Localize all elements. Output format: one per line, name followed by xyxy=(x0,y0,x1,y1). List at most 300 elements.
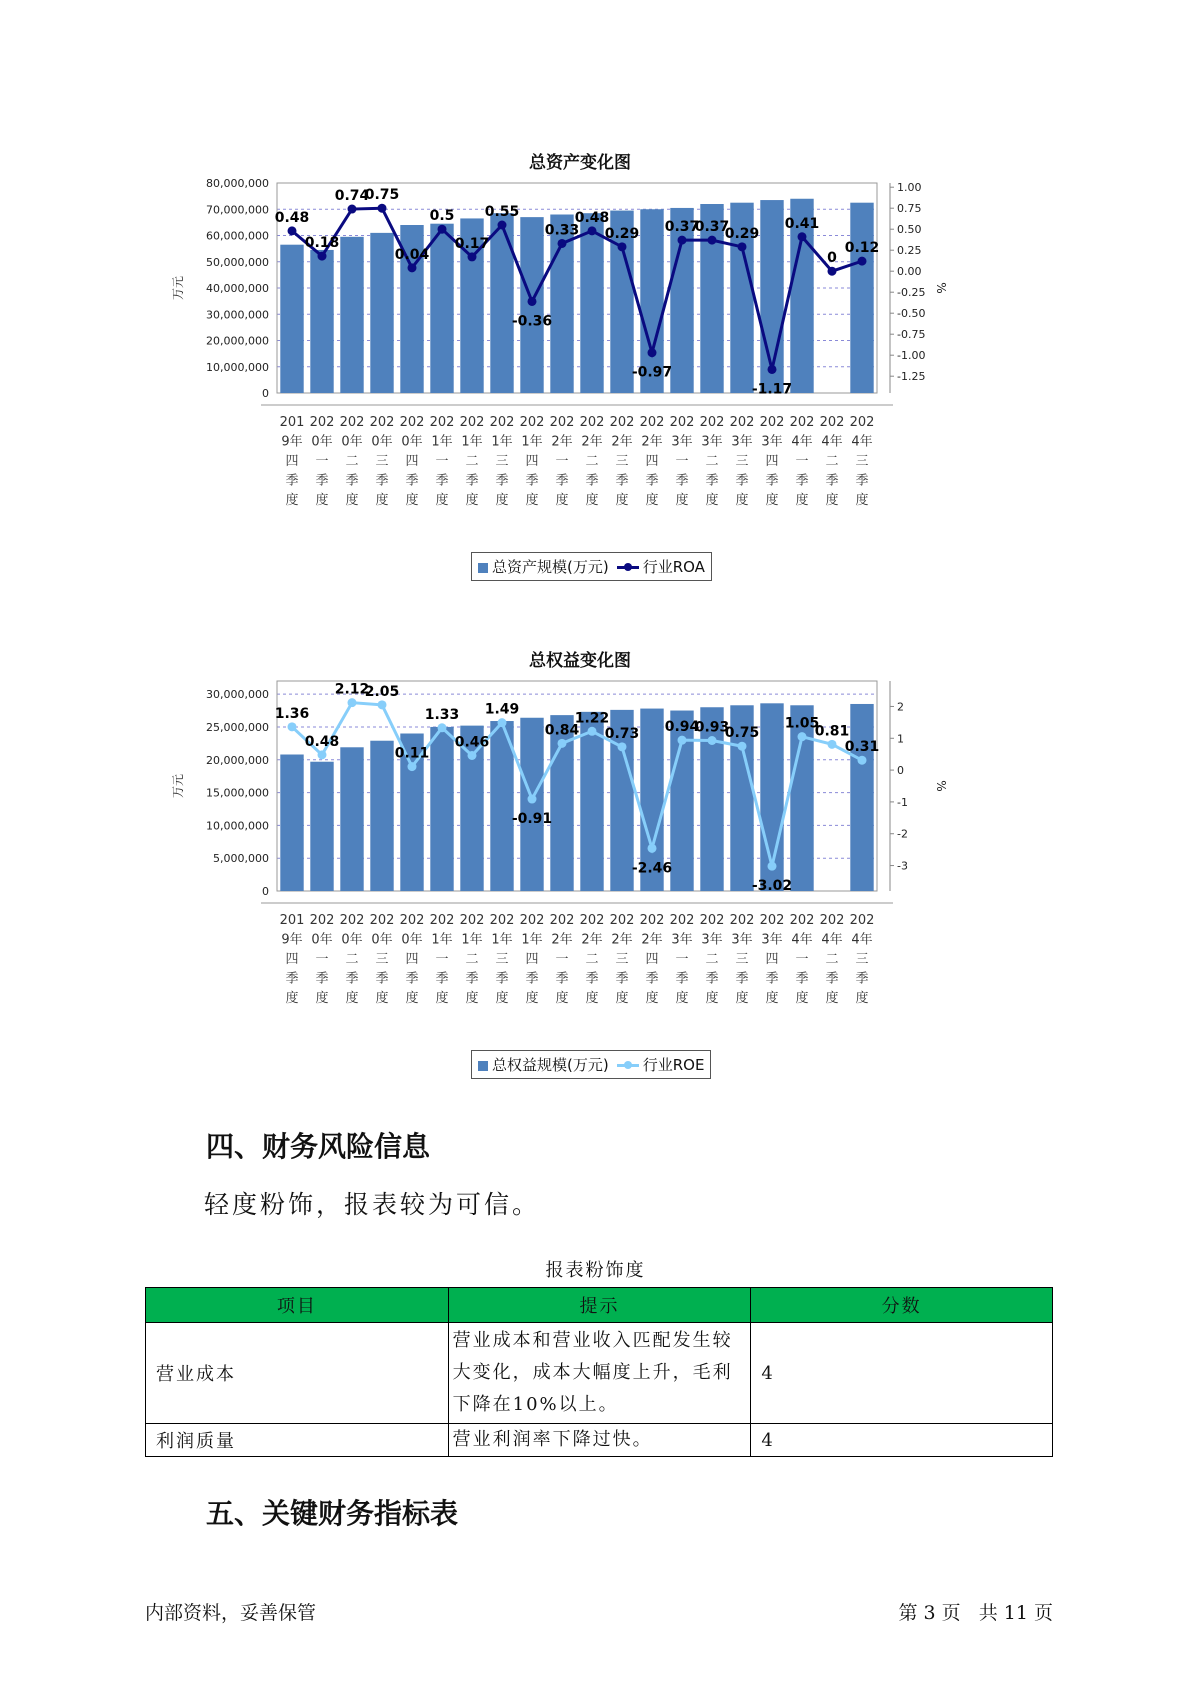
y-tick-label: 60,000,000 xyxy=(206,229,269,243)
x-tick-label: 202 xyxy=(399,913,425,928)
data-label: 0.37 xyxy=(664,219,700,236)
x-tick-label: 度 xyxy=(825,493,839,508)
x-tick-label: 季 xyxy=(645,971,659,987)
x-tick-label: 四 xyxy=(645,952,659,967)
x-tick-label: 季 xyxy=(525,971,539,987)
x-tick-label: 度 xyxy=(435,991,449,1006)
y2-tick-label: 0.50 xyxy=(897,223,922,237)
data-label: 0.29 xyxy=(724,225,760,242)
x-tick-label: 度 xyxy=(525,493,539,508)
data-label: 0.93 xyxy=(694,719,730,736)
x-tick-label: 度 xyxy=(735,493,749,508)
x-tick-label: 季 xyxy=(465,473,479,489)
series-point xyxy=(378,204,387,213)
x-tick-label: 三 xyxy=(735,952,749,967)
x-tick-label: 季 xyxy=(795,473,809,489)
footer-right: 第 3 页 共 11 页 xyxy=(898,1602,1053,1624)
bar xyxy=(580,213,603,393)
x-tick-label: 202 xyxy=(699,415,725,430)
x-tick-label: 季 xyxy=(735,971,749,987)
x-tick-label: 二 xyxy=(705,952,719,967)
x-tick-label: 四 xyxy=(645,454,659,469)
col-header-score: 分数 xyxy=(751,1288,1053,1323)
x-tick-label: 度 xyxy=(645,991,659,1006)
series-point xyxy=(768,365,777,374)
bar xyxy=(580,712,603,891)
x-tick-label: 2年 xyxy=(641,434,663,450)
section-four-title: 四、财务风险信息 xyxy=(206,1130,431,1163)
x-tick-label: 季 xyxy=(645,473,659,489)
x-tick-label: 季 xyxy=(285,473,299,489)
x-tick-label: 二 xyxy=(465,952,479,967)
x-tick-label: 202 xyxy=(459,913,485,928)
x-tick-label: 4年 xyxy=(791,434,813,450)
bar xyxy=(850,203,873,393)
data-label: 1.33 xyxy=(424,706,460,723)
x-tick-label: 202 xyxy=(549,913,575,928)
y2-tick-label: -0.25 xyxy=(897,286,926,300)
x-tick-label: 三 xyxy=(615,952,629,967)
x-tick-label: 4年 xyxy=(821,932,843,948)
x-tick-label: 一 xyxy=(675,454,689,469)
x-tick-label: 度 xyxy=(555,493,569,508)
data-label: 0.74 xyxy=(334,188,370,205)
x-tick-label: 202 xyxy=(759,913,785,928)
x-tick-label: 202 xyxy=(369,415,395,430)
series-point xyxy=(528,795,537,804)
x-tick-label: 季 xyxy=(345,971,359,987)
x-tick-label: 3年 xyxy=(761,932,783,948)
x-tick-label: 度 xyxy=(645,493,659,508)
x-tick-label: 二 xyxy=(345,454,359,469)
x-tick-label: 一 xyxy=(435,952,449,967)
x-tick-label: 1年 xyxy=(521,932,543,948)
y-tick-label: 25,000,000 xyxy=(206,720,269,734)
table-caption: 报表粉饰度 xyxy=(545,1260,646,1281)
series-point xyxy=(738,242,747,251)
col-header-item: 项目 xyxy=(146,1288,449,1323)
series-point xyxy=(798,732,807,741)
x-tick-label: 202 xyxy=(639,415,665,430)
table-header-row xyxy=(146,1288,1053,1323)
x-tick-label: 二 xyxy=(465,454,479,469)
cell-hint: 营业成本和营业收入匹配发生较大变化，成本大幅度上升，毛利下降在10%以上。 xyxy=(448,1323,751,1424)
bar xyxy=(430,727,453,891)
x-tick-label: 0年 xyxy=(371,434,393,450)
bar xyxy=(310,762,333,891)
cell-item: 利润质量 xyxy=(146,1424,449,1457)
x-tick-label: 202 xyxy=(519,913,545,928)
series-point xyxy=(438,723,447,732)
cell-item: 营业成本 xyxy=(146,1323,449,1424)
x-tick-label: 季 xyxy=(435,971,449,987)
series-point xyxy=(408,263,417,272)
series-point xyxy=(678,736,687,745)
x-tick-label: 季 xyxy=(765,971,779,987)
y2-tick-label: -2 xyxy=(897,827,908,841)
series-point xyxy=(858,257,867,266)
x-tick-label: 度 xyxy=(675,493,689,508)
series-point xyxy=(348,698,357,707)
x-tick-label: 4年 xyxy=(821,434,843,450)
x-tick-label: 度 xyxy=(405,493,419,508)
x-tick-label: 季 xyxy=(435,473,449,489)
x-tick-label: 一 xyxy=(795,952,809,967)
table-row xyxy=(146,1424,1053,1457)
x-tick-label: 一 xyxy=(555,454,569,469)
x-tick-label: 202 xyxy=(849,913,875,928)
x-tick-label: 度 xyxy=(525,991,539,1006)
x-tick-label: 3年 xyxy=(731,434,753,450)
x-tick-label: 四 xyxy=(765,454,779,469)
y2-tick-label: -0.75 xyxy=(897,328,926,342)
y2-tick-label: 1 xyxy=(897,732,904,746)
x-tick-label: 202 xyxy=(669,913,695,928)
x-tick-label: 度 xyxy=(855,493,869,508)
series-point xyxy=(588,727,597,736)
x-tick-label: 9年 xyxy=(281,932,303,948)
total-assets-chart xyxy=(150,145,1010,595)
legend-line-entry: 行业ROE xyxy=(617,1054,705,1075)
x-tick-label: 202 xyxy=(729,913,755,928)
data-label: 0.5 xyxy=(429,208,455,225)
data-label: 0.18 xyxy=(304,235,340,252)
x-tick-label: 度 xyxy=(285,991,299,1006)
x-tick-label: 季 xyxy=(675,971,689,987)
bar xyxy=(340,747,363,891)
series-point xyxy=(648,844,657,853)
total-assets-chart-svg xyxy=(150,175,1010,575)
data-label: 0.55 xyxy=(484,204,520,220)
x-tick-label: 季 xyxy=(405,971,419,987)
x-tick-label: 季 xyxy=(525,473,539,489)
x-tick-label: 度 xyxy=(615,493,629,508)
data-label: -0.91 xyxy=(511,811,553,828)
x-tick-label: 度 xyxy=(855,991,869,1006)
bar xyxy=(370,233,393,393)
x-tick-label: 一 xyxy=(435,454,449,469)
x-tick-label: 季 xyxy=(315,971,329,987)
x-tick-label: 1年 xyxy=(461,932,483,948)
series-point xyxy=(468,252,477,261)
data-label: 2.12 xyxy=(334,681,370,698)
series-point xyxy=(318,252,327,261)
x-tick-label: 度 xyxy=(735,991,749,1006)
series-point xyxy=(378,700,387,709)
x-tick-label: 度 xyxy=(465,991,479,1006)
chart-legend xyxy=(471,1050,711,1079)
x-tick-label: 202 xyxy=(609,913,635,928)
y2-tick-label: 2 xyxy=(897,700,904,714)
data-label: -0.97 xyxy=(631,364,673,381)
series-point xyxy=(318,750,327,759)
x-tick-label: 202 xyxy=(849,415,875,430)
data-label: 0.73 xyxy=(604,725,640,742)
series-point xyxy=(858,756,867,765)
x-tick-label: 三 xyxy=(735,454,749,469)
x-tick-label: 202 xyxy=(789,913,815,928)
x-tick-label: 一 xyxy=(315,454,329,469)
series-point xyxy=(288,226,297,235)
x-tick-label: 度 xyxy=(435,493,449,508)
x-tick-label: 三 xyxy=(375,952,389,967)
x-tick-label: 四 xyxy=(525,454,539,469)
x-tick-label: 1年 xyxy=(521,434,543,450)
x-tick-label: 季 xyxy=(375,971,389,987)
x-tick-label: 1年 xyxy=(461,434,483,450)
x-tick-label: 201 xyxy=(279,415,305,430)
x-tick-label: 0年 xyxy=(401,932,423,948)
x-tick-label: 3年 xyxy=(671,434,693,450)
data-label: 0.75 xyxy=(724,725,760,742)
x-tick-label: 0年 xyxy=(401,434,423,450)
series-point xyxy=(708,236,717,245)
x-tick-label: 季 xyxy=(615,473,629,489)
x-tick-label: 度 xyxy=(375,493,389,508)
series-point xyxy=(438,225,447,234)
y-tick-label: 40,000,000 xyxy=(206,282,269,295)
x-tick-label: 201 xyxy=(279,913,305,928)
series-point xyxy=(288,722,297,731)
x-tick-label: 0年 xyxy=(311,434,333,450)
x-tick-label: 季 xyxy=(705,473,719,489)
series-point xyxy=(678,236,687,245)
data-label: 0.12 xyxy=(844,240,880,257)
x-tick-label: 202 xyxy=(369,913,395,928)
x-tick-label: 2年 xyxy=(611,932,633,948)
x-tick-label: 季 xyxy=(345,473,359,489)
bar xyxy=(310,250,333,393)
x-tick-label: 季 xyxy=(495,971,509,987)
x-tick-label: 度 xyxy=(795,991,809,1006)
x-tick-label: 季 xyxy=(585,971,599,987)
x-tick-label: 季 xyxy=(285,971,299,987)
y-tick-label: 30,000,000 xyxy=(206,308,269,322)
x-tick-label: 四 xyxy=(405,454,419,469)
x-tick-label: 202 xyxy=(309,913,335,928)
x-tick-label: 度 xyxy=(375,991,389,1006)
x-tick-label: 0年 xyxy=(341,932,363,948)
x-tick-label: 二 xyxy=(585,454,599,469)
bar xyxy=(490,213,513,393)
series-point xyxy=(588,226,597,235)
x-tick-label: 三 xyxy=(375,454,389,469)
series-point xyxy=(558,239,567,248)
y2-tick-label: -1.00 xyxy=(897,349,926,363)
y-tick-label: 10,000,000 xyxy=(206,819,269,833)
y2-tick-label: 0.25 xyxy=(897,244,922,258)
data-label: 1.49 xyxy=(484,701,520,718)
x-tick-label: 4年 xyxy=(791,932,813,948)
x-tick-label: 4年 xyxy=(851,932,873,948)
series-point xyxy=(528,297,537,306)
series-point xyxy=(348,205,357,214)
chart-title: 总资产变化图 xyxy=(529,153,631,173)
x-tick-label: 2年 xyxy=(641,932,663,948)
legend-bar-entry: 总权益规模(万元) xyxy=(478,1054,609,1075)
data-label: 0.04 xyxy=(394,246,430,263)
y2-axis-title: % xyxy=(934,282,948,294)
x-tick-label: 四 xyxy=(405,952,419,967)
x-tick-label: 202 xyxy=(339,913,365,928)
section-four-text: 轻度粉饰，报表较为可信。 xyxy=(204,1190,541,1219)
series-point xyxy=(618,742,627,751)
x-tick-label: 3年 xyxy=(731,932,753,948)
x-tick-label: 202 xyxy=(339,415,365,430)
y2-tick-label: 0.75 xyxy=(897,202,922,216)
x-tick-label: 一 xyxy=(315,952,329,967)
chart-title: 总权益变化图 xyxy=(529,651,631,671)
y2-tick-label: -0.50 xyxy=(897,307,926,321)
y-tick-label: 80,000,000 xyxy=(206,177,269,190)
x-tick-label: 度 xyxy=(315,493,329,508)
y-tick-label: 50,000,000 xyxy=(206,255,269,269)
x-tick-label: 度 xyxy=(285,493,299,508)
series-point xyxy=(768,862,777,871)
x-tick-label: 202 xyxy=(549,415,575,430)
chart-legend xyxy=(471,552,712,581)
x-tick-label: 0年 xyxy=(341,434,363,450)
x-tick-label: 季 xyxy=(675,473,689,489)
x-tick-label: 202 xyxy=(759,415,785,430)
x-tick-label: 季 xyxy=(855,473,869,489)
y-tick-label: 20,000,000 xyxy=(206,334,269,348)
x-tick-label: 202 xyxy=(429,415,455,430)
x-tick-label: 季 xyxy=(315,473,329,489)
y2-tick-label: -1 xyxy=(897,795,908,809)
x-tick-label: 度 xyxy=(825,991,839,1006)
y-tick-label: 30,000,000 xyxy=(206,688,269,702)
x-tick-label: 四 xyxy=(285,952,299,967)
y-tick-label: 70,000,000 xyxy=(206,203,269,217)
x-tick-label: 202 xyxy=(489,415,515,430)
x-tick-label: 0年 xyxy=(371,932,393,948)
x-tick-label: 季 xyxy=(495,473,509,489)
x-tick-label: 度 xyxy=(675,991,689,1006)
data-label: 0.94 xyxy=(664,719,700,736)
series-point xyxy=(828,740,837,749)
x-tick-label: 二 xyxy=(825,952,839,967)
x-tick-label: 二 xyxy=(345,952,359,967)
series-point xyxy=(498,221,507,230)
x-tick-label: 3年 xyxy=(761,434,783,450)
x-tick-label: 度 xyxy=(405,991,419,1006)
x-tick-label: 202 xyxy=(309,415,335,430)
data-label: 1.05 xyxy=(784,715,820,732)
x-tick-label: 四 xyxy=(525,952,539,967)
x-tick-label: 9年 xyxy=(281,434,303,450)
x-tick-label: 202 xyxy=(609,415,635,430)
x-tick-label: 2年 xyxy=(581,932,603,948)
y2-tick-label: -3 xyxy=(897,859,908,873)
x-tick-label: 202 xyxy=(459,415,485,430)
data-label: 0 xyxy=(827,250,837,267)
x-tick-label: 202 xyxy=(819,913,845,928)
data-label: 0.48 xyxy=(304,733,340,750)
x-tick-label: 202 xyxy=(729,415,755,430)
cell-score: 4 xyxy=(751,1323,1053,1424)
data-label: 0.48 xyxy=(274,209,310,226)
data-label: 0.29 xyxy=(604,225,640,242)
x-tick-label: 度 xyxy=(315,991,329,1006)
x-tick-label: 季 xyxy=(825,971,839,987)
x-tick-label: 季 xyxy=(855,971,869,987)
y2-tick-label: 0 xyxy=(897,764,904,778)
section-five-title: 五、关键财务指标表 xyxy=(206,1497,459,1530)
legend-bar-entry: 总资产规模(万元) xyxy=(478,556,609,577)
x-tick-label: 季 xyxy=(735,473,749,489)
x-tick-label: 1年 xyxy=(431,434,453,450)
y-tick-label: 0 xyxy=(262,387,269,400)
x-tick-label: 三 xyxy=(615,454,629,469)
x-tick-label: 季 xyxy=(375,473,389,489)
x-tick-label: 202 xyxy=(399,415,425,430)
x-tick-label: 季 xyxy=(765,473,779,489)
x-tick-label: 3年 xyxy=(671,932,693,948)
x-tick-label: 三 xyxy=(495,952,509,967)
x-tick-label: 度 xyxy=(615,991,629,1006)
x-tick-label: 度 xyxy=(765,991,779,1006)
footer-left: 内部资料，妥善保管 xyxy=(145,1602,317,1624)
cell-score: 4 xyxy=(751,1424,1053,1457)
y-tick-label: 5,000,000 xyxy=(213,852,269,866)
bar xyxy=(280,755,303,892)
x-tick-label: 三 xyxy=(495,454,509,469)
y-tick-label: 0 xyxy=(262,885,269,898)
x-tick-label: 度 xyxy=(585,493,599,508)
data-label: 1.36 xyxy=(274,705,310,722)
x-tick-label: 2年 xyxy=(611,434,633,450)
data-label: 0.37 xyxy=(694,219,730,236)
x-tick-label: 2年 xyxy=(551,434,573,450)
x-tick-label: 一 xyxy=(555,952,569,967)
data-label: 2.05 xyxy=(364,683,400,700)
x-tick-label: 202 xyxy=(579,415,605,430)
x-tick-label: 二 xyxy=(585,952,599,967)
series-point xyxy=(618,242,627,251)
x-tick-label: 度 xyxy=(495,493,509,508)
bar xyxy=(370,741,393,891)
x-tick-label: 1年 xyxy=(491,434,513,450)
data-label: 0.75 xyxy=(364,187,400,204)
series-point xyxy=(828,267,837,276)
data-label: -3.02 xyxy=(751,878,793,895)
x-tick-label: 3年 xyxy=(701,434,723,450)
x-tick-label: 3年 xyxy=(701,932,723,948)
x-tick-label: 一 xyxy=(795,454,809,469)
x-tick-label: 202 xyxy=(789,415,815,430)
series-point xyxy=(738,742,747,751)
x-tick-label: 一 xyxy=(675,952,689,967)
risk-table xyxy=(145,1287,1053,1457)
x-tick-label: 度 xyxy=(705,493,719,508)
x-tick-label: 2年 xyxy=(581,434,603,450)
data-label: 0.48 xyxy=(574,209,610,226)
total-equity-chart-svg xyxy=(150,673,1010,1073)
data-label: 0.84 xyxy=(544,722,580,739)
x-tick-label: 季 xyxy=(465,971,479,987)
x-tick-label: 度 xyxy=(795,493,809,508)
y-axis-title: 万元 xyxy=(171,275,185,301)
x-tick-label: 二 xyxy=(705,454,719,469)
x-tick-label: 4年 xyxy=(851,434,873,450)
y-tick-label: 20,000,000 xyxy=(206,753,269,767)
data-label: 0.81 xyxy=(814,723,850,740)
bar xyxy=(280,245,303,393)
x-tick-label: 202 xyxy=(429,913,455,928)
data-label: -2.46 xyxy=(631,860,673,877)
y2-tick-label: 1.00 xyxy=(897,181,922,195)
